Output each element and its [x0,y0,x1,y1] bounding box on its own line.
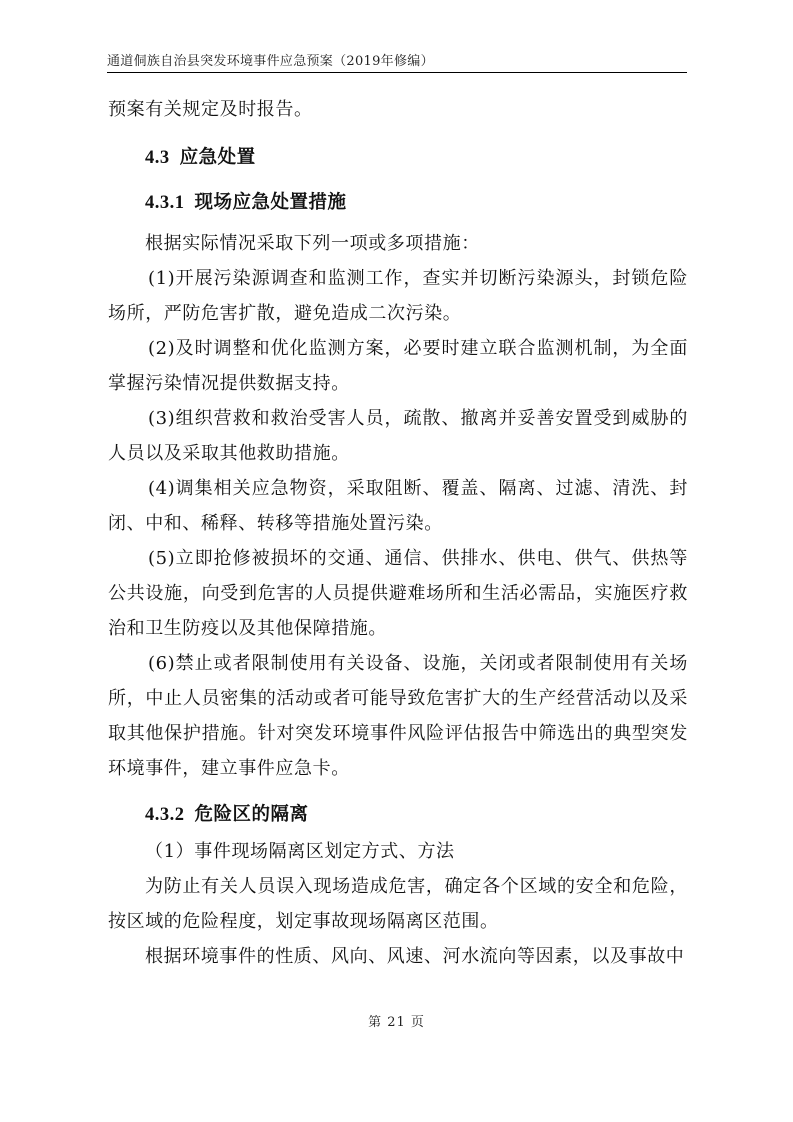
section-heading-4-3-1 [108,185,688,221]
carryover-paragraph: 预案有关规定及时报告。 [108,99,313,120]
isolation-paragraph: 为防止有关人员误入现场造成危害，确定各个区域的安全和危险，按区域的危险程度，划定事故现场隔离区范围。 [108,876,688,932]
section-title: 现场应急处置措施 [194,192,347,213]
subsection-label: （1）事件现场隔离区划定方式、方法 [145,841,455,862]
measures-intro: 根据实际情况采取下列一项或多项措施： [145,233,480,254]
section-number: 4.3.1 [145,193,185,213]
measure-item-3: (3)组织营救和救治受害人员，疏散、撤离并妥善安置受到威胁的人员以及采取其他救助措施。 [108,408,688,464]
measure-item-6: (6)禁止或者限制使用有关设备、设施，关闭或者限制使用有关场所，中止人员密集的活动或者可能导致危害扩大的生产经营活动以及采取其他保护措施。针对突发环境事件风险评估报告中筛选出的典型突发环境事件，建立事件应急卡。 [108,653,688,779]
measure-item-5: (5)立即抢修被损坏的交通、通信、供排水、供电、供气、供热等公共设施，向受到危害的人员提供避难场所和生活必需品，实施医疗救治和卫生防疫以及其他保障措施。 [108,548,688,639]
section-heading-4-3 [108,140,688,176]
measure-item-1: (1)开展污染源调查和监测工作，查实并切断污染源头，封锁危险场所，严防危害扩散，避免造成二次污染。 [108,268,688,324]
section-number: 4.3.2 [145,805,185,825]
running-header: 通道侗族自治县突发环境事件应急预案（2019年修编） [107,54,434,69]
factors-paragraph: 根据环境事件的性质、风向、风速、河水流向等因素，以及事故中 [145,946,685,967]
section-heading-4-3-2 [108,797,688,833]
measure-item-2: (2)及时调整和优化监测方案，必要时建立联合监测机制，为全面掌握污染情况提供数据支持。 [108,338,688,394]
page-content [108,92,688,974]
header-rule [107,72,687,73]
measure-item-4: (4)调集相关应急物资，采取阻断、覆盖、隔离、过滤、清洗、封闭、中和、稀释、转移等措施处置污染。 [108,478,688,534]
section-title: 危险区的隔离 [194,804,309,825]
page-number: 第 21 页 [368,1015,425,1030]
section-title: 应急处置 [179,147,256,168]
section-number: 4.3 [145,148,170,168]
